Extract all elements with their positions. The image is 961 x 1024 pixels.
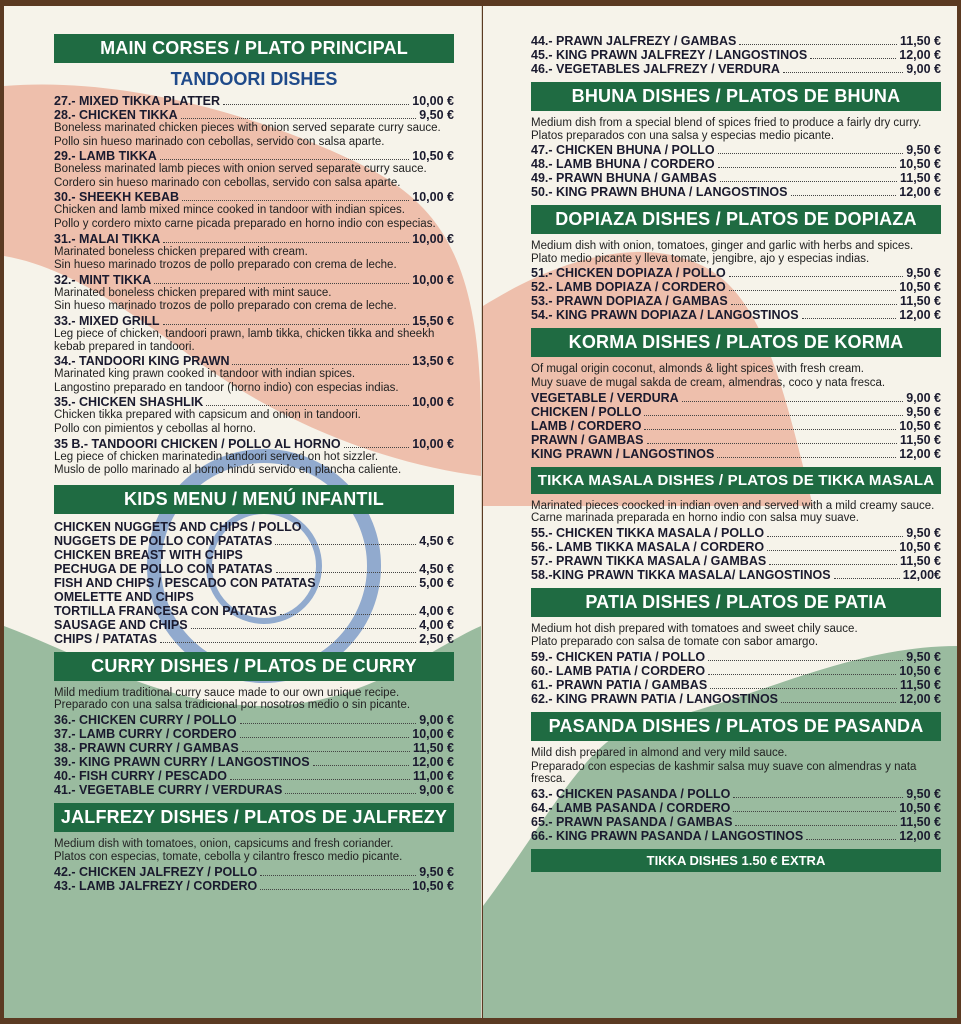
menu-item <box>531 391 941 405</box>
item-description: Boneless marinated lamb pieces with onion served separate curry sauce. <box>54 163 427 176</box>
menu-item <box>531 308 941 322</box>
menu-item <box>531 34 941 48</box>
dot-leader <box>240 723 417 724</box>
item-price: 10,50 € <box>412 879 454 894</box>
menu-item <box>54 879 454 893</box>
dot-leader <box>160 159 410 160</box>
item-price: 9,50 € <box>419 865 454 880</box>
dot-leader <box>767 536 903 537</box>
patia-description <box>531 623 941 649</box>
tikka-extra-footer: TIKKA DISHES 1.50 € EXTRA <box>531 849 941 872</box>
menu-item <box>531 143 941 157</box>
dopiaza-banner: DOPIAZA DISHES / PLATOS DE DOPIAZA <box>531 205 941 234</box>
dot-leader <box>739 44 897 45</box>
item-price: 11,50 € <box>899 432 941 447</box>
item-description: Pollo sin hueso marinado con cebollas, servido con salsa aparte. <box>54 135 385 148</box>
menu-item <box>531 568 941 582</box>
dot-leader <box>223 104 409 105</box>
dot-leader <box>242 751 410 752</box>
item-price: 11,50 € <box>899 814 941 829</box>
dot-leader <box>783 72 903 73</box>
menu-item <box>54 755 454 769</box>
item-name: 42.- CHICKEN JALFREZY / POLLO <box>54 865 258 880</box>
menu-item <box>531 650 941 664</box>
bhuna-banner: BHUNA DISHES / PLATOS DE BHUNA <box>531 82 941 111</box>
item-description: Leg piece of chicken, tandoori prawn, lamb tikka, chicken tikka and sheekh kebab prepared in tandoori. <box>54 327 435 353</box>
dot-leader <box>181 118 417 119</box>
bhuna-list <box>531 143 941 199</box>
right-column <box>531 6 941 872</box>
item-price: 12,00 € <box>899 828 941 843</box>
bhuna-description <box>531 117 941 142</box>
section-description: Medium hot dish prepared with tomatoes and sweet chily sauce. <box>531 622 858 635</box>
jalfrezy-banner: JALFREZY DISHES / PLATOS DE JALFREZY <box>54 803 454 832</box>
item-price: 9,00 € <box>419 712 454 727</box>
dot-leader <box>735 825 897 826</box>
item-price: 4,50 € <box>419 561 454 576</box>
patia-banner: PATIA DISHES / PLATOS DE PATIA <box>531 588 941 617</box>
item-description: Sin hueso marinado trozos de pollo preparado con crema de leche. <box>54 259 397 272</box>
section-description: Preparado con especias de kashmir salsa muy suave con almendras y nata fresca. <box>531 760 917 786</box>
menu-item <box>531 294 941 308</box>
item-name: 52.- LAMB DOPIAZA / CORDERO <box>531 280 726 295</box>
dot-leader <box>344 447 410 448</box>
menu-item <box>54 314 454 328</box>
menu-item <box>531 48 941 62</box>
kids-menu-banner: KIDS MENU / MENÚ INFANTIL <box>54 485 454 514</box>
item-name: 65.- PRAWN PASANDA / GAMBAS <box>531 814 733 829</box>
menu-item <box>531 678 941 692</box>
patia-list <box>531 650 941 706</box>
dot-leader <box>230 779 410 780</box>
item-name: 33.- MIXED GRILL <box>54 313 160 328</box>
dot-leader <box>285 793 416 794</box>
menu-item <box>531 62 941 76</box>
menu-item <box>54 437 454 451</box>
dot-leader <box>160 642 416 643</box>
menu-item <box>54 783 454 797</box>
item-description: Marinated boneless chicken prepared with mint sauce. <box>54 286 332 299</box>
item-price: 9,50 € <box>906 404 941 419</box>
item-name: 41.- VEGETABLE CURRY / VERDURAS <box>54 782 283 797</box>
item-price: 11,00 € <box>412 768 454 783</box>
item-name: 31.- MALAI TIKKA <box>54 231 161 246</box>
menu-item <box>54 632 454 646</box>
item-price: 9,00 € <box>906 62 941 76</box>
dot-leader <box>717 457 896 458</box>
dot-leader <box>313 765 410 766</box>
dot-leader <box>781 702 896 703</box>
menu-item <box>531 447 941 461</box>
item-price: 12,00 € <box>899 48 941 62</box>
menu-item <box>54 576 454 590</box>
item-name: 50.- KING PRAWN BHUNA / LANGOSTINOS <box>531 185 788 200</box>
menu-item <box>54 108 454 122</box>
item-name: 56.- LAMB TIKKA MASALA / CORDERO <box>531 539 765 554</box>
item-name: CHICKEN / POLLO <box>531 404 642 419</box>
left-page <box>4 6 482 1018</box>
item-price: 9,00 € <box>906 390 941 405</box>
dot-leader <box>733 797 903 798</box>
item-price: 11,50 € <box>412 740 454 755</box>
item-name: KING PRAWN / LANGOSTINOS <box>531 446 715 461</box>
item-name: 51.- CHICKEN DOPIAZA / POLLO <box>531 266 726 281</box>
item-price: 10,00 € <box>412 436 454 451</box>
dot-leader <box>182 200 409 201</box>
section-description: Platos con especias, tomate, cebolla y cilantro fresco medio picante. <box>54 851 403 864</box>
kids-item-line: CHICKEN BREAST WITH CHIPS <box>54 547 243 562</box>
menu-item <box>531 692 941 706</box>
item-description: Marinated king prawn cooked in tandoor with indian spices. <box>54 368 356 381</box>
item-price: 4,50 € <box>419 533 454 548</box>
item-name: 64.- LAMB PASANDA / CORDERO <box>531 800 731 815</box>
dot-leader <box>682 401 904 402</box>
item-description: Chicken and lamb mixed mince cooked in tandoor with indian spices. <box>54 204 405 217</box>
item-name: 58.-KING PRAWN TIKKA MASALA/ LANGOSTINOS <box>531 567 831 582</box>
item-price: 12,00€ <box>902 567 941 582</box>
pasanda-list <box>531 787 941 843</box>
jalfrezy-list <box>54 865 454 893</box>
korma-banner: KORMA DISHES / PLATOS DE KORMA <box>531 328 941 357</box>
dot-leader <box>240 737 410 738</box>
dot-leader <box>729 276 904 277</box>
item-name: 54.- KING PRAWN DOPIAZA / LANGOSTINOS <box>531 308 799 323</box>
item-name: VEGETABLE / VERDURA <box>531 390 679 405</box>
item-price: 10,50 € <box>899 280 941 295</box>
section-description: Marinated pieces coocked in indian oven and served with a mild creamy sauce. Carne marinada preparada en horno indio con salsa muy suave. <box>531 499 935 525</box>
item-description: Muslo de pollo marinado al horno hindú servido en plancha caliente. <box>54 464 402 477</box>
item-price: 10,50 € <box>899 800 941 815</box>
menu-item <box>531 554 941 568</box>
item-name: CHIPS / PATATAS <box>54 631 158 646</box>
item-description: Langostino preparado en tandoor (horno indio) con especias indias. <box>54 381 399 394</box>
dot-leader <box>718 153 904 154</box>
item-price: 13,50 € <box>412 354 454 369</box>
item-price: 9,50 € <box>906 525 941 540</box>
dot-leader <box>163 324 410 325</box>
item-name: 29.- LAMB TIKKA <box>54 149 157 164</box>
menu-item <box>531 419 941 433</box>
item-name: 35.- CHICKEN SHASHLIK <box>54 395 204 410</box>
item-name: TORTILLA FRANCESA CON PATATAS <box>54 603 277 618</box>
item-name: 36.- CHICKEN CURRY / POLLO <box>54 712 237 727</box>
dot-leader <box>708 660 903 661</box>
item-name: 43.- LAMB JALFREZY / CORDERO <box>54 879 258 894</box>
item-price: 10,50 € <box>899 418 941 433</box>
dot-leader <box>206 405 409 406</box>
item-price: 9,50 € <box>906 786 941 801</box>
item-name: 35 B.- TANDOORI CHICKEN / POLLO AL HORNO <box>54 436 341 451</box>
item-price: 11,50 € <box>899 171 941 186</box>
item-name: 57.- PRAWN TIKKA MASALA / GAMBAS <box>531 553 767 568</box>
item-price: 15,50 € <box>412 313 454 328</box>
kids-item-line: CHICKEN NUGGETS AND CHIPS / POLLO <box>54 519 302 534</box>
item-name: 63.- CHICKEN PASANDA / POLLO <box>531 786 731 801</box>
item-name: 39.- KING PRAWN CURRY / LANGOSTINOS <box>54 754 310 769</box>
item-price: 12,00 € <box>412 754 454 769</box>
menu-item <box>531 829 941 843</box>
menu-item <box>531 815 941 829</box>
tikka-masala-banner: TIKKA MASALA DISHES / PLATOS DE TIKKA MASALA <box>531 467 941 494</box>
menu-item <box>54 94 454 108</box>
dot-leader <box>710 688 897 689</box>
item-description: Cordero sin hueso marinado con cebollas, servido con salsa aparte. <box>54 176 401 189</box>
dot-leader <box>720 181 897 182</box>
item-description: Pollo con pimientos y cebollas al horno. <box>54 422 257 435</box>
item-description: Marinated boneless chicken prepared with cream. <box>54 245 308 258</box>
item-name: 55.- CHICKEN TIKKA MASALA / POLLO <box>531 525 765 540</box>
item-price: 11,50 € <box>899 294 941 309</box>
item-price: 10,50 € <box>899 539 941 554</box>
curry-list <box>54 713 454 797</box>
item-price: 12,00 € <box>899 308 941 323</box>
item-price: 12,00 € <box>899 691 941 706</box>
menu-item <box>531 801 941 815</box>
item-name: 28.- CHICKEN TIKKA <box>54 108 178 122</box>
dot-leader <box>232 364 409 365</box>
menu-item <box>54 354 454 368</box>
item-name: 49.- PRAWN BHUNA / GAMBAS <box>531 171 717 186</box>
item-price: 9,50 € <box>906 266 941 281</box>
tandoori-heading: TANDOORI DISHES <box>170 69 338 89</box>
item-description: Boneless marinated chicken pieces with onion served separate curry sauce. <box>54 122 441 134</box>
item-name: 61.- PRAWN PATIA / GAMBAS <box>531 677 708 692</box>
item-price: 10,00 € <box>412 190 454 205</box>
item-price: 11,50 € <box>899 677 941 692</box>
menu-item <box>54 769 454 783</box>
item-name: PRAWN / GAMBAS <box>531 432 644 447</box>
menu-item <box>54 534 454 548</box>
section-description: Muy suave de mugal sakda de cream, almendras, coco y nata fresca. <box>531 376 886 389</box>
menu-item <box>531 664 941 678</box>
item-name: 53.- PRAWN DOPIAZA / GAMBAS <box>531 294 728 309</box>
menu-item <box>531 280 941 294</box>
item-price: 11,50 € <box>899 553 941 568</box>
menu-item <box>54 562 454 576</box>
jalfrezy-list-continued <box>531 34 941 76</box>
jalfrezy-description <box>54 838 454 864</box>
item-name: 62.- KING PRAWN PATIA / LANGOSTINOS <box>531 691 779 706</box>
dot-leader <box>806 839 896 840</box>
menu-item <box>531 405 941 419</box>
dot-leader <box>729 290 897 291</box>
dot-leader <box>260 875 416 876</box>
left-column <box>54 6 454 893</box>
section-description: Mild medium traditional curry sauce made to our own unique recipe. Preparado con una salsa tradicional por nosotros medio o sin picante. <box>54 686 411 712</box>
item-price: 2,50 € <box>419 631 454 646</box>
item-price: 10,00 € <box>412 231 454 246</box>
item-price: 9,50 € <box>906 649 941 664</box>
item-name: 48.- LAMB BHUNA / CORDERO <box>531 157 715 172</box>
menu-item <box>531 540 941 554</box>
dot-leader <box>163 242 409 243</box>
menu-item <box>54 395 454 409</box>
dot-leader <box>644 429 896 430</box>
item-name: 44.- PRAWN JALFREZY / GAMBAS <box>531 34 737 48</box>
dot-leader <box>718 167 897 168</box>
dopiaza-list <box>531 266 941 322</box>
item-price: 12,00 € <box>899 446 941 461</box>
item-name: 47.- CHICKEN BHUNA / POLLO <box>531 143 715 158</box>
tikka-masala-list <box>531 526 941 582</box>
dot-leader <box>644 415 903 416</box>
item-price: 4,00 € <box>419 617 454 632</box>
item-price: 10,50 € <box>899 663 941 678</box>
section-description: Mild dish prepared in almond and very mild sauce. <box>531 746 788 759</box>
curry-banner: CURRY DISHES / PLATOS DE CURRY <box>54 652 454 681</box>
item-name: LAMB / CORDERO <box>531 418 642 433</box>
dot-leader <box>802 318 897 319</box>
dot-leader <box>767 550 896 551</box>
dot-leader <box>769 564 897 565</box>
pasanda-banner: PASANDA DISHES / PLATOS DE PASANDA <box>531 712 941 741</box>
item-name: 30.- SHEEKH KEBAB <box>54 190 180 205</box>
menu-item <box>54 604 454 618</box>
item-description: Pollo y cordero mixto carne picada preparado en horno indio con especias. <box>54 217 436 230</box>
item-name: 27.- MIXED TIKKA PLATTER <box>54 94 220 108</box>
item-price: 10,50 € <box>412 149 454 164</box>
section-description: Medium dish with tomatoes, onion, capsicums and fresh coriander. <box>54 837 394 850</box>
item-name: 40.- FISH CURRY / PESCADO <box>54 768 227 783</box>
item-price: 4,00 € <box>419 603 454 618</box>
dot-leader <box>733 811 896 812</box>
menu-item <box>531 266 941 280</box>
menu-item <box>54 232 454 246</box>
menu-item <box>54 618 454 632</box>
menu-item <box>54 727 454 741</box>
item-name: 45.- KING PRAWN JALFREZY / LANGOSTINOS <box>531 48 808 62</box>
menu-item <box>531 157 941 171</box>
item-name: 60.- LAMB PATIA / CORDERO <box>531 663 706 678</box>
dot-leader <box>275 544 416 545</box>
korma-description <box>531 363 941 389</box>
item-price: 5,00 € <box>419 575 454 590</box>
item-name: 38.- PRAWN CURRY / GAMBAS <box>54 740 239 755</box>
item-price: 10,00 € <box>412 395 454 410</box>
menu-item <box>54 741 454 755</box>
tikka-masala-description <box>531 500 941 525</box>
menu-item <box>531 171 941 185</box>
item-name: 66.- KING PRAWN PASANDA / LANGOSTINOS <box>531 828 804 843</box>
section-description: Of mugal origin coconut, almonds & light spices with fresh cream. <box>531 363 865 376</box>
section-description: Plato preparado con salsa de tomate con sabor amargo. <box>531 636 819 649</box>
menu-item <box>54 190 454 204</box>
item-name: 37.- LAMB CURRY / CORDERO <box>54 726 237 741</box>
item-name: SAUSAGE AND CHIPS <box>54 617 188 632</box>
curry-description <box>54 687 454 712</box>
item-name: NUGGETS DE POLLO CON PATATAS <box>54 533 273 548</box>
item-name: 32.- MINT TIKKA <box>54 272 152 287</box>
section-description: Medium dish from a special blend of spices fried to produce a fairly dry curry. Platos preparados con una salsa y especias medio picante. <box>531 117 922 142</box>
item-name: FISH AND CHIPS / PESCADO CON PATATAS <box>54 575 316 590</box>
item-price: 10,00 € <box>412 272 454 287</box>
dot-leader <box>191 628 417 629</box>
dot-leader <box>791 195 897 196</box>
item-description: Sin hueso marinado trozos de pollo preparado con crema de leche. <box>54 300 397 313</box>
dot-leader <box>280 614 417 615</box>
item-name: 34.- TANDOORI KING PRAWN <box>54 354 230 369</box>
item-price: 11,50 € <box>899 34 941 48</box>
kids-list <box>54 520 454 646</box>
dot-leader <box>276 572 417 573</box>
menu-item <box>54 865 454 879</box>
right-page <box>483 6 957 1018</box>
dot-leader <box>647 443 897 444</box>
dot-leader <box>319 586 417 587</box>
dot-leader <box>154 283 409 284</box>
item-name: 59.- CHICKEN PATIA / POLLO <box>531 649 706 664</box>
item-description: Chicken tikka prepared with capsicum and onion in tandoori. <box>54 409 361 422</box>
item-price: 12,00 € <box>899 185 941 200</box>
item-name: PECHUGA DE POLLO CON PATATAS <box>54 561 273 576</box>
tandoori-list <box>54 94 454 477</box>
dot-leader <box>810 58 896 59</box>
section-description: Medium dish with onion, tomatoes, ginger and garlic with herbs and spices. Plato medio picante y lleva tomate, jengibre, ajo y especias indias. <box>531 240 914 265</box>
menu-item <box>531 787 941 801</box>
menu-item <box>531 185 941 199</box>
dot-leader <box>834 578 900 579</box>
dopiaza-description <box>531 240 941 265</box>
korma-list <box>531 391 941 461</box>
item-price: 10,00 € <box>412 94 454 108</box>
dot-leader <box>708 674 896 675</box>
item-price: 9,00 € <box>419 782 454 797</box>
kids-item-line: OMELETTE AND CHIPS <box>54 589 194 604</box>
dot-leader <box>260 889 409 890</box>
item-description: Leg piece of chicken marinatedin tandoori served on hot sizzler. <box>54 450 379 463</box>
menu-item <box>54 149 454 163</box>
menu-item <box>54 713 454 727</box>
menu-item <box>531 526 941 540</box>
dot-leader <box>731 304 897 305</box>
item-price: 9,50 € <box>419 108 454 122</box>
item-name: 46.- VEGETABLES JALFREZY / VERDURA <box>531 62 780 76</box>
menu-item <box>531 433 941 447</box>
main-courses-banner: MAIN CORSES / PLATO PRINCIPAL <box>54 34 454 63</box>
pasanda-description <box>531 747 941 786</box>
menu-item <box>54 273 454 287</box>
item-price: 9,50 € <box>906 143 941 158</box>
item-price: 10,00 € <box>412 726 454 741</box>
item-price: 10,50 € <box>899 157 941 172</box>
